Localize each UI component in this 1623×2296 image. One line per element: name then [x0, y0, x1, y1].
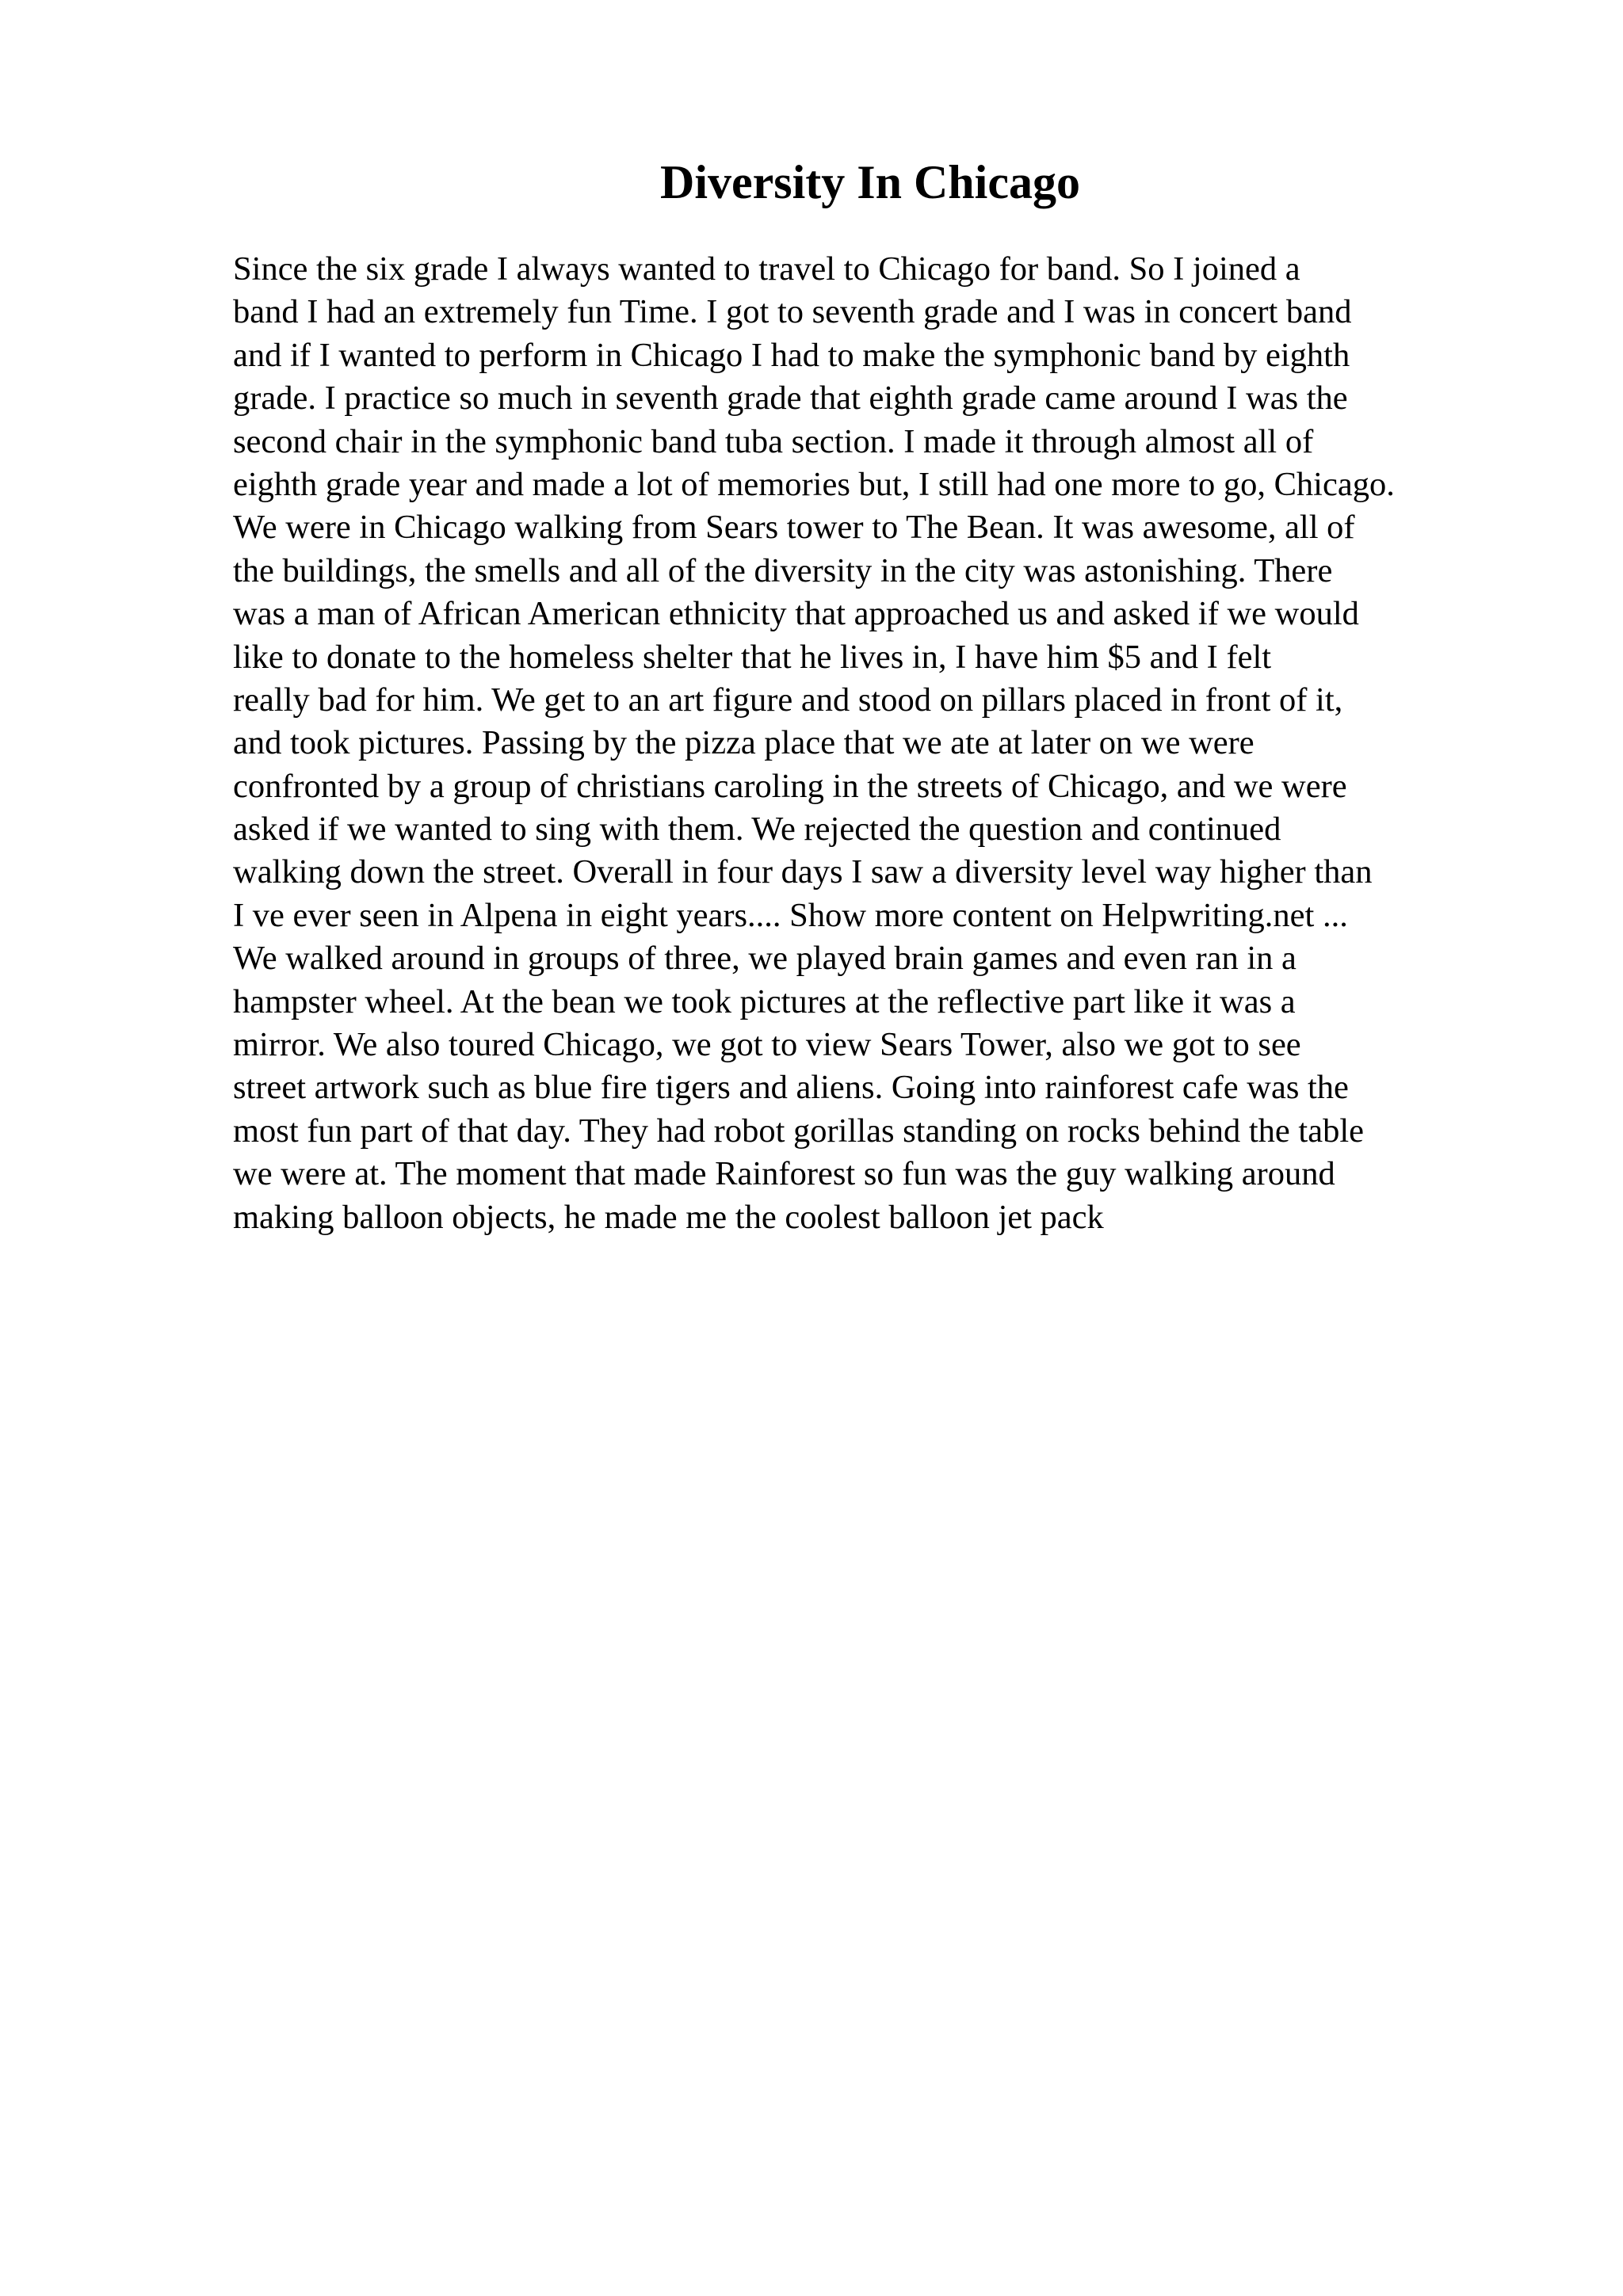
- body-line: eighth grade year and made a lot of memories but, I still had one more to go, Chicago.: [233, 465, 1395, 503]
- body-line: most fun part of that day. They had robot gorillas standing on rocks behind the table: [233, 1112, 1364, 1150]
- body-line: street artwork such as blue fire tigers and aliens. Going into rainforest cafe was the: [233, 1069, 1349, 1107]
- body-line: hampster wheel. At the bean we took pictures at the reflective part like it was a: [233, 982, 1296, 1020]
- body-line: second chair in the symphonic band tuba section. I made it through almost all of: [233, 422, 1314, 460]
- body-line: mirror. We also toured Chicago, we got to view Sears Tower, also we got to see: [233, 1026, 1301, 1064]
- document-title: Diversity In Chicago: [660, 156, 1080, 208]
- body-line: we were at. The moment that made Rainforest so fun was the guy walking around: [233, 1155, 1335, 1193]
- body-line: grade. I practice so much in seventh grade that eighth grade came around I was the: [233, 379, 1348, 418]
- body-line: really bad for him. We get to an art figure and stood on pillars placed in front of it,: [233, 681, 1343, 719]
- body-line: We were in Chicago walking from Sears tower to The Bean. It was awesome, all of: [233, 509, 1355, 547]
- body-line: asked if we wanted to sing with them. We rejected the question and continued: [233, 810, 1281, 849]
- body-line: band I had an extremely fun Time. I got to seventh grade and I was in concert band: [233, 293, 1352, 331]
- body-line: was a man of African American ethnicity that approached us and asked if we would: [233, 595, 1359, 633]
- body-line: like to donate to the homeless shelter that he lives in, I have him $5 and I felt: [233, 638, 1272, 676]
- body-line: We walked around in groups of three, we played brain games and even ran in a: [233, 940, 1296, 978]
- body-line: Since the six grade I always wanted to travel to Chicago for band. So I joined a: [233, 250, 1300, 288]
- body-line: confronted by a group of christians caroling in the streets of Chicago, and we were: [233, 767, 1347, 805]
- body-line: and took pictures. Passing by the pizza place that we ate at later on we were: [233, 724, 1254, 762]
- document-body: [233, 248, 1596, 1239]
- body-line: the buildings, the smells and all of the diversity in the city was astonishing. There: [233, 551, 1333, 589]
- body-line: making balloon objects, he made me the coolest balloon jet pack: [233, 1198, 1104, 1236]
- body-line: and if I wanted to perform in Chicago I had to make the symphonic band by eighth: [233, 336, 1350, 374]
- body-line: I ve ever seen in Alpena in eight years.... Show more content on Helpwriting.net ...: [233, 896, 1348, 934]
- body-line: walking down the street. Overall in four days I saw a diversity level way higher than: [233, 853, 1373, 891]
